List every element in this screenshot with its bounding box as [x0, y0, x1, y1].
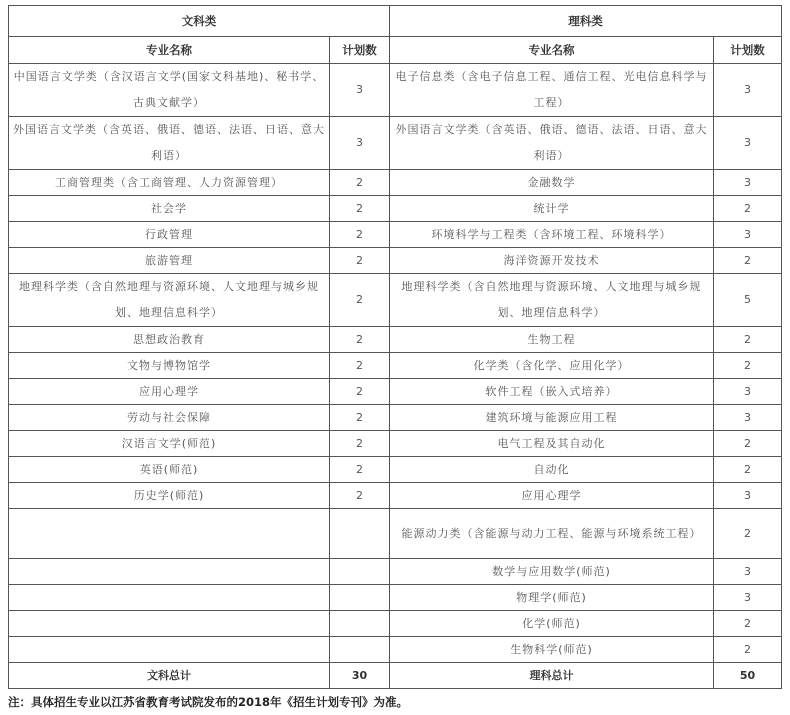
table-row [9, 637, 782, 663]
science-plan-count-cell: 3 [714, 170, 782, 196]
arts-major-cell: 社会学 [9, 196, 330, 222]
science-major-cell: 建筑环境与能源应用工程 [390, 405, 714, 431]
science-major-cell: 生物科学(师范) [390, 637, 714, 663]
science-total-label: 理科总计 [390, 663, 714, 689]
arts-major-name-header: 专业名称 [9, 37, 330, 64]
arts-major-cell: 行政管理 [9, 222, 330, 248]
science-major-cell: 应用心理学 [390, 483, 714, 509]
arts-plan-count-cell: 2 [330, 274, 390, 327]
science-major-cell: 地理科学类（含自然地理与资源环境、人文地理与城乡规划、地理信息科学） [390, 274, 714, 327]
science-plan-count-cell: 2 [714, 196, 782, 222]
table-row [9, 117, 782, 170]
arts-major-cell [9, 509, 330, 559]
arts-major-cell: 英语(师范) [9, 457, 330, 483]
science-major-cell: 能源动力类（含能源与动力工程、能源与环境系统工程） [390, 509, 714, 559]
arts-plan-count-cell: 2 [330, 353, 390, 379]
science-major-cell: 电气工程及其自动化 [390, 431, 714, 457]
arts-plan-count-cell: 2 [330, 222, 390, 248]
arts-major-cell: 地理科学类（含自然地理与资源环境、人文地理与城乡规划、地理信息科学） [9, 274, 330, 327]
table-row [9, 405, 782, 431]
science-plan-count-cell: 5 [714, 274, 782, 327]
science-plan-count-cell: 2 [714, 637, 782, 663]
arts-major-cell: 文物与博物馆学 [9, 353, 330, 379]
arts-plan-count-cell: 2 [330, 431, 390, 457]
arts-plan-count-cell: 2 [330, 405, 390, 431]
table-row [9, 509, 782, 559]
science-major-cell: 物理学(师范) [390, 585, 714, 611]
science-major-cell: 软件工程（嵌入式培养） [390, 379, 714, 405]
arts-plan-count-cell: 3 [330, 64, 390, 117]
arts-plan-count-cell: 2 [330, 483, 390, 509]
table-row [9, 457, 782, 483]
table-row [9, 559, 782, 585]
arts-total-value: 30 [330, 663, 390, 689]
science-major-cell: 外国语言文学类（含英语、俄语、德语、法语、日语、意大利语） [390, 117, 714, 170]
science-major-cell: 自动化 [390, 457, 714, 483]
science-major-cell: 生物工程 [390, 327, 714, 353]
science-plan-count-cell: 2 [714, 457, 782, 483]
science-major-cell: 化学(师范) [390, 611, 714, 637]
science-major-cell: 化学类（含化学、应用化学） [390, 353, 714, 379]
science-plan-count-cell: 3 [714, 585, 782, 611]
science-plan-count-cell: 3 [714, 483, 782, 509]
arts-major-cell: 汉语言文学(师范) [9, 431, 330, 457]
science-plan-count-cell: 3 [714, 222, 782, 248]
science-major-cell: 统计学 [390, 196, 714, 222]
science-plan-count-cell: 3 [714, 405, 782, 431]
table-row [9, 431, 782, 457]
science-total-value: 50 [714, 663, 782, 689]
science-plan-count-cell: 2 [714, 611, 782, 637]
science-major-name-header: 专业名称 [390, 37, 714, 64]
science-major-cell: 电子信息类（含电子信息工程、通信工程、光电信息科学与工程） [390, 64, 714, 117]
science-major-cell: 海洋资源开发技术 [390, 248, 714, 274]
science-plan-count-cell: 2 [714, 431, 782, 457]
table-body [9, 64, 782, 663]
arts-major-cell: 工商管理类（含工商管理、人力资源管理） [9, 170, 330, 196]
table-row [9, 170, 782, 196]
science-plan-count-cell: 3 [714, 64, 782, 117]
table-row [9, 248, 782, 274]
category-header-row [9, 6, 782, 37]
arts-major-cell [9, 585, 330, 611]
arts-major-cell [9, 611, 330, 637]
arts-major-cell: 历史学(师范) [9, 483, 330, 509]
arts-major-cell: 思想政治教育 [9, 327, 330, 353]
arts-major-cell: 应用心理学 [9, 379, 330, 405]
science-plan-count-cell: 2 [714, 327, 782, 353]
arts-plan-count-cell: 2 [330, 327, 390, 353]
table-row [9, 222, 782, 248]
table-row [9, 327, 782, 353]
arts-category-header: 文科类 [9, 6, 390, 37]
science-plan-count-cell: 3 [714, 117, 782, 170]
arts-major-cell: 旅游管理 [9, 248, 330, 274]
science-major-cell: 环境科学与工程类（含环境工程、环境科学） [390, 222, 714, 248]
table-row [9, 585, 782, 611]
table-row [9, 611, 782, 637]
science-plan-count-cell: 2 [714, 509, 782, 559]
arts-total-label: 文科总计 [9, 663, 330, 689]
arts-plan-count-cell [330, 509, 390, 559]
arts-major-cell: 劳动与社会保障 [9, 405, 330, 431]
table-row [9, 274, 782, 327]
science-category-header: 理科类 [390, 6, 782, 37]
table-row [9, 353, 782, 379]
science-plan-count-header: 计划数 [714, 37, 782, 64]
enrollment-plan-table [8, 5, 782, 689]
arts-plan-count-cell: 2 [330, 379, 390, 405]
arts-major-cell [9, 637, 330, 663]
arts-major-cell: 中国语言文学类（含汉语言文学(国家文科基地)、秘书学、古典文献学） [9, 64, 330, 117]
science-plan-count-cell: 3 [714, 559, 782, 585]
table-row [9, 483, 782, 509]
arts-plan-count-header: 计划数 [330, 37, 390, 64]
arts-plan-count-cell: 3 [330, 117, 390, 170]
science-plan-count-cell: 2 [714, 353, 782, 379]
footnote: 注：具体招生专业以江苏省教育考试院发布的2018年《招生计划专刊》为准。 [8, 695, 409, 709]
arts-major-cell [9, 559, 330, 585]
arts-plan-count-cell: 2 [330, 170, 390, 196]
table-row [9, 379, 782, 405]
science-major-cell: 数学与应用数学(师范) [390, 559, 714, 585]
enrollment-plan-table-container [8, 5, 781, 689]
arts-plan-count-cell: 2 [330, 248, 390, 274]
column-header-row [9, 37, 782, 64]
arts-plan-count-cell [330, 611, 390, 637]
science-plan-count-cell: 3 [714, 379, 782, 405]
arts-plan-count-cell: 2 [330, 457, 390, 483]
science-major-cell: 金融数学 [390, 170, 714, 196]
arts-plan-count-cell [330, 559, 390, 585]
arts-plan-count-cell [330, 637, 390, 663]
science-plan-count-cell: 2 [714, 248, 782, 274]
table-row [9, 196, 782, 222]
arts-plan-count-cell [330, 585, 390, 611]
table-row [9, 64, 782, 117]
arts-plan-count-cell: 2 [330, 196, 390, 222]
arts-major-cell: 外国语言文学类（含英语、俄语、德语、法语、日语、意大利语） [9, 117, 330, 170]
totals-row [9, 663, 782, 689]
